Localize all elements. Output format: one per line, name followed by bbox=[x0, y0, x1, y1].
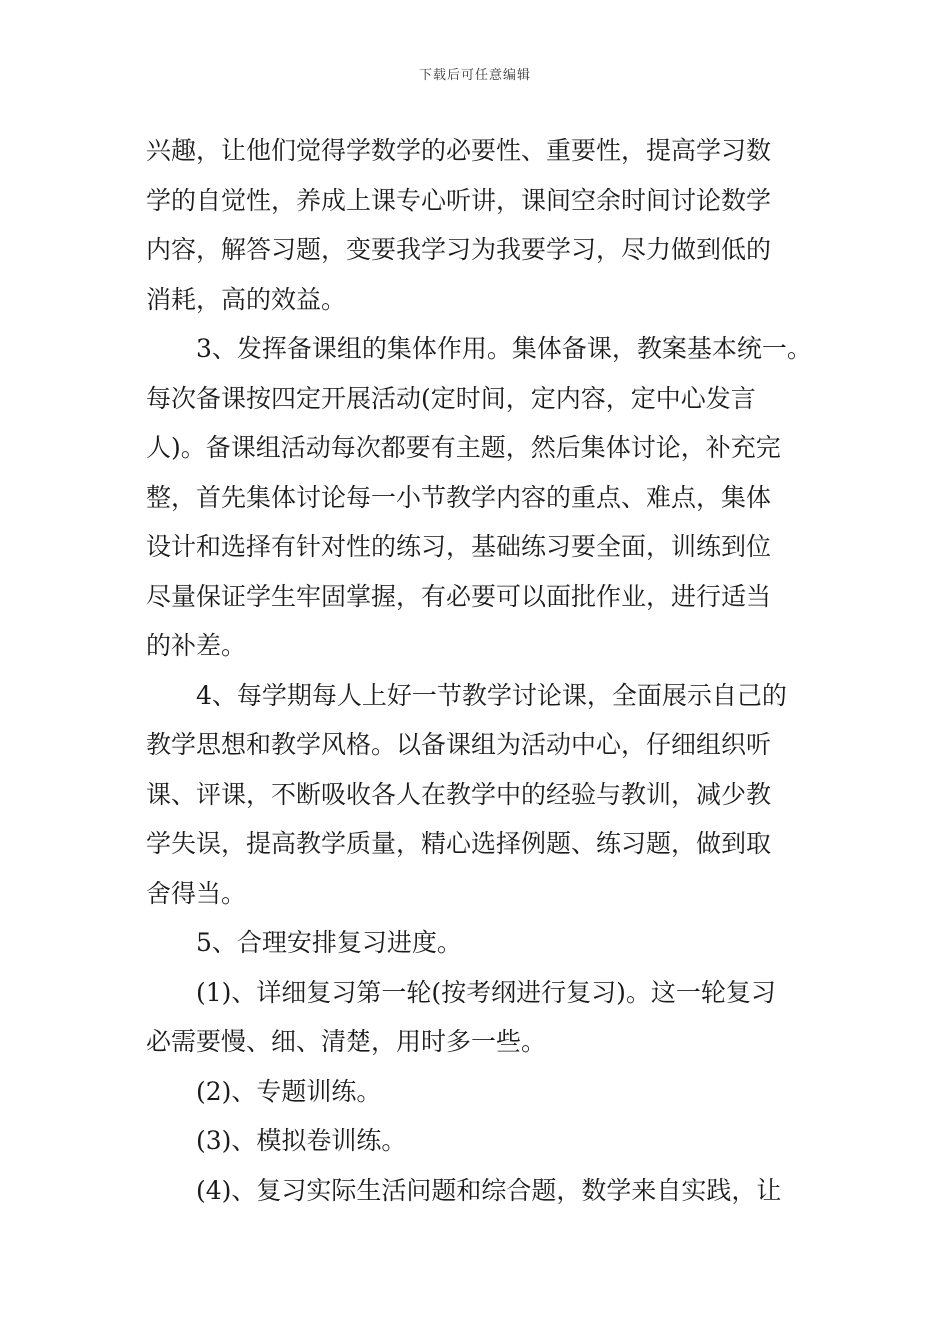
text-line: (2)、专题训练。 bbox=[196, 1076, 382, 1106]
text-line: 必需要慢、细、清楚，用时多一些。 bbox=[146, 1027, 547, 1056]
text-line: 教学思想和教学风格。以备课组为活动中心，仔细组织听 bbox=[146, 730, 772, 759]
text-line: (4)、复习实际生活问题和综合题，数学来自实践，让 bbox=[196, 1175, 782, 1205]
text-line: 学的自觉性，养成上课专心听讲，课间空余时间讨论数学 bbox=[146, 185, 772, 215]
text-line: 消耗，高的效益。 bbox=[146, 284, 347, 314]
text-line: 内容，解答习题，变要我学习为我要学习，尽力做到低的 bbox=[146, 235, 772, 264]
text-line: 3、发挥备课组的集体作用。集体备课，教案基本统一。 bbox=[196, 334, 812, 363]
text-line: 整，首先集体讨论每一小节教学内容的重点、难点，集体 bbox=[146, 482, 772, 512]
page-header: 下载后可任意编辑 bbox=[418, 68, 531, 83]
text-line: (1)、详细复习第一轮(按考纲进行复习)。这一轮复习 bbox=[196, 977, 776, 1007]
text-line: 尽量保证学生牢固掌握，有必要可以面批作业，进行适当 bbox=[146, 581, 772, 611]
text-line: 5、合理安排复习进度。 bbox=[196, 928, 462, 957]
document-body bbox=[146, 126, 816, 1215]
text-line: 兴趣，让他们觉得学数学的必要性、重要性，提高学习数 bbox=[146, 136, 772, 165]
text-line: (3)、模拟卷训练。 bbox=[196, 1126, 407, 1155]
text-line: 课、评课，不断吸收各人在教学中的经验与教训，减少教 bbox=[146, 779, 772, 809]
text-line: 设计和选择有针对性的练习，基础练习要全面，训练到位 bbox=[146, 532, 772, 561]
text-line: 舍得当。 bbox=[146, 878, 247, 908]
text-line: 4、每学期每人上好一节教学讨论课，全面展示自己的 bbox=[196, 680, 787, 710]
text-line: 的补差。 bbox=[146, 631, 247, 660]
text-line: 每次备课按四定开展活动(定时间，定内容，定中心发言 bbox=[146, 383, 756, 413]
text-line: 学失误，提高教学质量，精心选择例题、练习题，做到取 bbox=[146, 829, 772, 858]
text-line: 人)。备课组活动每次都要有主题，然后集体讨论，补充完 bbox=[146, 433, 781, 462]
